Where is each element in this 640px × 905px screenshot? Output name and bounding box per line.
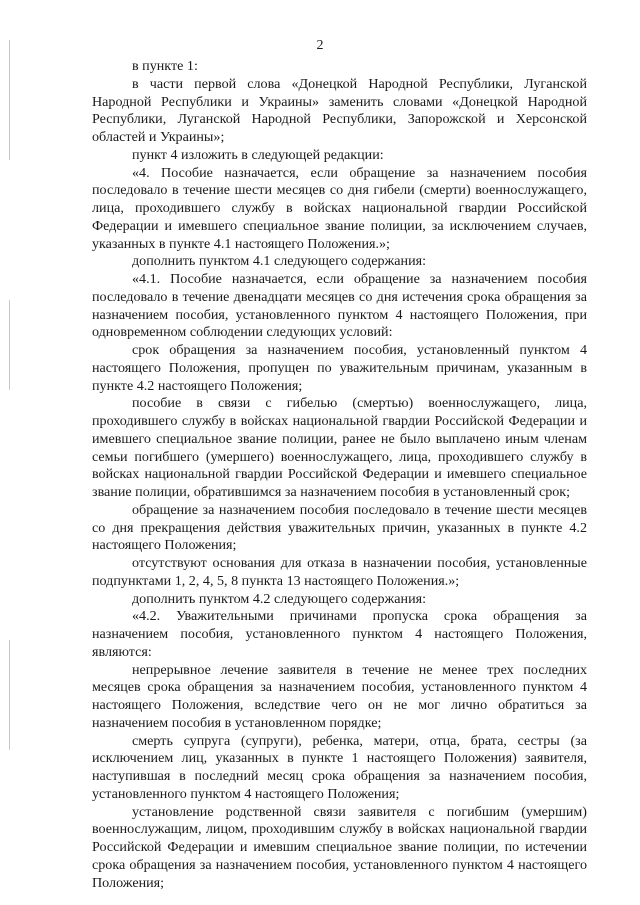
scan-edge-mark bbox=[9, 640, 10, 750]
paragraph-14: смерть супруга (супруги), ребенка, матери, отца, брата, сестры (за исключением лиц, указанных в пункте 1 настоящего Положения) заявителя, наступившая в последний месяц срока обращения за назначением пособия, установленного пунктом 4 настоящего Положения; bbox=[92, 732, 587, 802]
page-number: 2 bbox=[316, 38, 324, 53]
scan-edge-mark bbox=[9, 300, 10, 390]
paragraph-7: срок обращения за назначением пособия, установленный пунктом 4 настоящего Положения, пропущен по уважительным причинам, указанным в пункте 4.2 настоящего Положения; bbox=[92, 342, 587, 394]
paragraph-8: пособие в связи с гибелью (смертью) военнослужащего, лица, проходившего службу в войсках национальной гвардии Российской Федерации и имевшего специальное звание полиции, ранее не было выплачено иным членам семьи погибшего (умершего) военнослужащего, лица, проходившего службу в войсках национальной гвардии Российской Федерации и имевшего специальное звание полиции, обратившимся за назначением пособия в установленный срок; bbox=[92, 395, 587, 500]
paragraph-6: «4.1. Пособие назначается, если обращение за назначением пособия последовало в течение двенадцати месяцев со дня истечения срока обращения за назначением пособия, установленного пунктом 4 настоящего Положения, при одновременном соблюдении следующих условий: bbox=[92, 271, 587, 341]
paragraph-15: установление родственной связи заявителя с погибшим (умершим) военнослужащим, лицом, проходившим службу в войсках национальной гвардии Российской Федерации и имевшим специальное звание полиции, по истечении срока обращения за назначением пособия, установленного пунктом 4 настоящего Положения; bbox=[92, 803, 587, 891]
paragraph-11: дополнить пунктом 4.2 следующего содержания: bbox=[132, 590, 427, 607]
paragraph-1: в пункте 1: bbox=[132, 58, 198, 74]
paragraph-2: в части первой слова «Донецкой Народной Республики, Луганской Народной Республики и Украины» заменить словами «Донецкой Народной Республики, Луганской Народной Республики, Запорожской и Херсонской областей и Украины»; bbox=[92, 75, 587, 145]
paragraph-13: непрерывное лечение заявителя в течение не менее трех последних месяцев срока обращения за назначением пособия, установленного пунктом 4 настоящего Положения, вследствие чего он не мог лично обратиться за назначением пособия в установленном порядке; bbox=[92, 661, 587, 731]
paragraph-4: «4. Пособие назначается, если обращение за назначением пособия последовало в течение шести месяцев со дня гибели (смерти) военнослужащего, лица, проходившего службу в войсках национальной гвардии Российской Федерации и имевшего специальное звание полиции, за исключением случаев, указанных в пункте 4.1 настоящего Положения.»; bbox=[92, 164, 587, 252]
scan-edge-mark bbox=[9, 40, 10, 160]
paragraph-10: отсутствуют основания для отказа в назначении пособия, установленные подпунктами 1, 2, 4, 5, 8 пункта 13 настоящего Положения.»; bbox=[92, 555, 587, 589]
document-body bbox=[92, 58, 587, 892]
paragraph-3: пункт 4 изложить в следующей редакции: bbox=[132, 146, 384, 163]
paragraph-9: обращение за назначением пособия последовало в течение шести месяцев со дня прекращения действия уважительных причин, указанных в пункте 4.2 настоящего Положения; bbox=[92, 501, 587, 554]
paragraph-5: дополнить пунктом 4.1 следующего содержания: bbox=[132, 253, 427, 270]
paragraph-12: «4.2. Уважительными причинами пропуска срока обращения за назначением пособия, установленного пунктом 4 настоящего Положения, являются: bbox=[92, 608, 587, 660]
